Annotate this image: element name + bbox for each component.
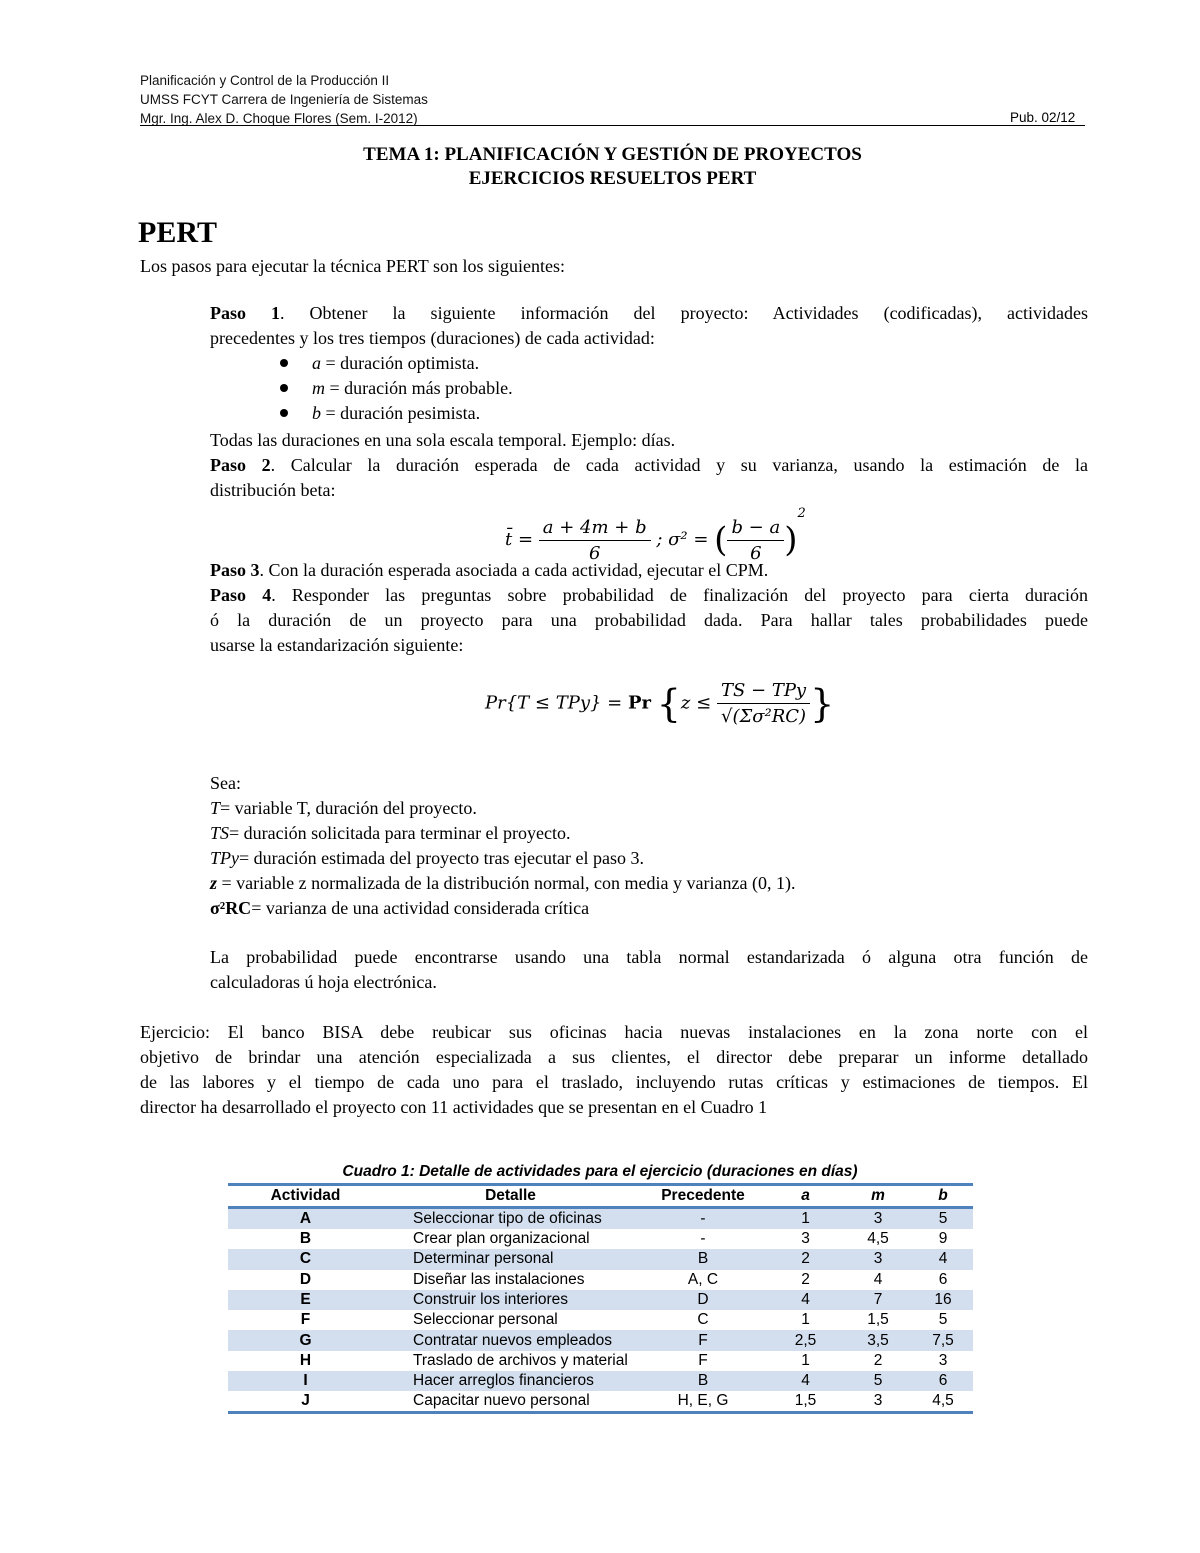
cell-a: 1 [801, 1210, 810, 1227]
formula-z: z ≤ [680, 692, 712, 714]
cell-a: 3 [801, 1230, 810, 1248]
table-row [228, 1391, 973, 1413]
cell-precedente: C [697, 1311, 709, 1329]
formula-pr: Pr [627, 692, 651, 714]
table-row [228, 1371, 973, 1391]
formula-t: t̄ = [505, 529, 534, 550]
cell-precedente: H, E, G [677, 1392, 729, 1410]
col-header-detalle: Detalle [485, 1187, 536, 1204]
cell-precedente: F [698, 1331, 708, 1349]
paso4-line1 [210, 583, 1088, 608]
formula-denominator-3: √(Σσ²RC) [720, 706, 807, 727]
paso4-line2: ó la duración de un proyecto para una probabilidad dada. Para hallar tales probabilidades puede [210, 610, 1088, 630]
paso1-line1 [210, 301, 1088, 326]
table-row [228, 1290, 973, 1310]
paso2-line2: distribución beta: [210, 480, 336, 500]
probability-note-line1: La probabilidad puede encontrarse usando una tabla normal estandarizada ó alguna otra función de [210, 947, 1088, 967]
document-subtitle: EJERCICIOS RESUELTOS PERT [468, 168, 757, 189]
intro-text: Los pasos para ejecutar la técnica PERT son los siguientes: [140, 256, 565, 276]
formula-numerator-2: b − a [727, 517, 784, 541]
cell-detalle: Diseñar las instalaciones [413, 1270, 585, 1288]
paso1-text: . Obtener la siguiente información del proyecto: Actividades (codificadas), actividades [280, 303, 1089, 323]
section-heading: PERT [138, 216, 217, 249]
var-m: m [312, 378, 325, 398]
probability-note-line2: calculadoras ú hoja electrónica. [210, 972, 437, 992]
var-z: z [210, 873, 218, 893]
paren-open: ( [714, 520, 728, 560]
paso2-label: Paso 2 [210, 455, 271, 475]
table-row [228, 1208, 973, 1230]
paso4-text: . Responder las preguntas sobre probabilidad de finalización del proyecto para cierta duración [271, 585, 1088, 605]
paren-close: ) [784, 520, 798, 560]
col-header-a: a [801, 1187, 810, 1204]
cell-m: 7 [873, 1291, 883, 1309]
formula-denominator: 6 [588, 542, 601, 564]
cell-detalle: Crear plan organizacional [413, 1230, 590, 1248]
table-row [228, 1310, 973, 1330]
paso4-label: Paso 4 [210, 585, 272, 605]
cell-detalle: Hacer arreglos financieros [413, 1372, 594, 1390]
cell-a: 4 [801, 1291, 810, 1309]
cell-a: 2 [801, 1250, 810, 1268]
bullet-text: = duración pesimista. [321, 403, 481, 423]
formula-fraction-3 [717, 680, 810, 727]
cell-actividad: B [299, 1230, 312, 1248]
col-header-actividad: Actividad [270, 1187, 341, 1204]
header-institution: UMSS FCYT Carrera de Ingeniería de Sistemas [140, 92, 428, 107]
cell-b: 3 [938, 1351, 948, 1369]
cell-detalle: Construir los interiores [413, 1291, 569, 1309]
cell-a: 1 [801, 1351, 810, 1369]
formula-lhs: Pr{T ≤ TPy} = [485, 692, 628, 714]
cell-m: 3 [873, 1392, 883, 1410]
cell-detalle: Traslado de archivos y material [413, 1351, 628, 1369]
bullet-icon [280, 409, 288, 417]
cell-detalle: Contratar nuevos empleados [413, 1331, 613, 1349]
brace-close: } [810, 681, 835, 726]
cell-precedente: A, C [687, 1270, 719, 1288]
formula-exponent: 2 [797, 506, 806, 521]
cell-precedente: B [697, 1372, 709, 1390]
table-row [228, 1229, 973, 1249]
table-row [228, 1330, 973, 1350]
formula-fraction-2 [727, 517, 784, 564]
cell-precedente: - [700, 1210, 706, 1227]
header-author: Mgr. Ing. Alex D. Choque Flores (Sem. I-2012) [140, 111, 418, 126]
bullet-icon [280, 384, 288, 392]
cell-m: 2 [873, 1351, 883, 1369]
cell-actividad: F [300, 1311, 311, 1329]
activities-table [228, 1183, 973, 1414]
cell-precedente: - [700, 1230, 706, 1248]
paso3-line [210, 558, 768, 583]
cell-m: 1,5 [867, 1311, 889, 1329]
bullet-item-m [312, 376, 513, 401]
sea-item-z [210, 871, 795, 896]
cell-actividad: I [303, 1372, 308, 1390]
cell-m: 3 [873, 1250, 883, 1268]
col-header-m: m [871, 1187, 885, 1204]
bullet-item-a [312, 351, 479, 376]
cell-detalle: Seleccionar tipo de oficinas [413, 1210, 602, 1227]
header-course: Planificación y Control de la Producción II [140, 73, 390, 88]
table-header-row [228, 1185, 973, 1208]
paso1-line2: precedentes y los tres tiempos (duraciones) de cada actividad: [210, 328, 655, 348]
table-row [228, 1270, 973, 1290]
sea-item-t [210, 796, 477, 821]
sea-text: = varianza de una actividad considerada crítica [251, 898, 590, 918]
paso2-text: . Calcular la duración esperada de cada actividad y su varianza, usando la estimación de la [270, 455, 1089, 475]
cell-m: 4,5 [867, 1230, 889, 1248]
cell-a: 2 [801, 1270, 810, 1288]
cell-actividad: D [299, 1270, 312, 1288]
sea-text: = variable z normalizada de la distribución normal, con media y varianza (0, 1). [217, 873, 796, 893]
cell-a: 1,5 [794, 1392, 817, 1410]
formula-fraction [539, 517, 651, 564]
paso2-line1 [210, 453, 1088, 478]
formula-denominator-2: 6 [750, 542, 762, 564]
paso1-note: Todas las duraciones en una sola escala temporal. Ejemplo: días. [210, 430, 676, 450]
table-row [228, 1351, 973, 1371]
var-ts: TS [210, 823, 230, 843]
table-caption: Cuadro 1: Detalle de actividades para el ejercicio (duraciones en días) [342, 1163, 858, 1180]
cell-b: 5 [938, 1311, 948, 1329]
cell-actividad: J [301, 1392, 310, 1410]
probability-formula [485, 680, 834, 727]
var-tpy: TPy [210, 848, 239, 868]
cell-b: 9 [938, 1230, 948, 1248]
paso1-label: Paso 1 [210, 303, 281, 323]
cell-detalle: Determinar personal [413, 1250, 554, 1268]
beta-formula [505, 506, 806, 564]
cell-b: 4,5 [932, 1392, 954, 1410]
cell-m: 4 [873, 1270, 883, 1288]
bullet-icon [280, 359, 288, 367]
cell-detalle: Seleccionar personal [413, 1311, 558, 1329]
header-publication: Pub. 02/12 [1010, 110, 1076, 125]
sea-item-ts [210, 821, 571, 846]
cell-b: 4 [938, 1250, 948, 1268]
col-header-b: b [938, 1187, 948, 1204]
sea-text: = variable T, duración del proyecto. [220, 798, 477, 818]
document-title: TEMA 1: PLANIFICACIÓN Y GESTIÓN DE PROYECTOS [363, 144, 862, 165]
cell-detalle: Capacitar nuevo personal [413, 1392, 590, 1410]
cell-precedente: B [697, 1250, 709, 1268]
bullet-text: = duración optimista. [321, 353, 480, 373]
cell-b: 7,5 [932, 1331, 954, 1349]
cell-actividad: C [299, 1250, 312, 1268]
col-header-precedente: Precedente [661, 1187, 745, 1204]
cell-a: 2,5 [794, 1331, 817, 1349]
cell-a: 4 [801, 1372, 810, 1390]
sea-item-tpy [210, 846, 644, 871]
cell-m: 3,5 [867, 1331, 889, 1349]
cell-b: 6 [938, 1270, 948, 1288]
formula-numerator-3: TS − TPy [717, 680, 810, 704]
cell-actividad: H [299, 1351, 312, 1369]
table-row [228, 1249, 973, 1269]
cell-b: 6 [938, 1372, 948, 1390]
exercise-line3: de las labores y el tiempo de cada uno para el traslado, incluyendo rutas críticas y estimaciones de tiempos. El [140, 1072, 1088, 1092]
cell-b: 16 [934, 1291, 952, 1309]
cell-precedente: D [697, 1291, 709, 1309]
bullet-text: = duración más probable. [325, 378, 513, 398]
var-t: T [210, 798, 221, 818]
var-a: a [312, 353, 321, 373]
sea-text: = duración solicitada para terminar el proyecto. [229, 823, 571, 843]
cell-precedente: F [698, 1351, 708, 1369]
paso3-label: Paso 3 [210, 560, 260, 580]
cell-a: 1 [801, 1311, 810, 1329]
exercise-line4: director ha desarrollado el proyecto con 11 actividades que se presentan en el Cuadro 1 [140, 1097, 768, 1117]
sea-text: = duración estimada del proyecto tras ejecutar el paso 3. [239, 848, 644, 868]
cell-actividad: A [299, 1210, 312, 1227]
paso4-line3: usarse la estandarización siguiente: [210, 635, 464, 655]
formula-sigma: ; σ² = [656, 529, 709, 550]
cell-actividad: E [300, 1291, 311, 1309]
paso3-text: . Con la duración esperada asociada a cada actividad, ejecutar el CPM. [259, 560, 769, 580]
sea-item-sigma [210, 896, 589, 921]
exercise-line2: objetivo de brindar una atención especializada a sus clientes, el director debe preparar un informe detallado [140, 1047, 1088, 1067]
cell-m: 5 [873, 1372, 883, 1390]
sea-label: Sea: [210, 773, 241, 793]
bullet-item-b [312, 401, 480, 426]
cell-actividad: G [299, 1331, 312, 1349]
cell-b: 5 [938, 1210, 948, 1227]
exercise-line1: Ejercicio: El banco BISA debe reubicar sus oficinas hacia nuevas instalaciones en la zona norte con el [140, 1022, 1088, 1042]
cell-m: 3 [873, 1210, 883, 1227]
brace-open: { [656, 681, 681, 726]
formula-numerator: a + 4m + b [539, 517, 651, 541]
var-sigma: σ²RC [210, 898, 252, 918]
header-divider [140, 125, 1085, 126]
var-b: b [312, 403, 321, 423]
